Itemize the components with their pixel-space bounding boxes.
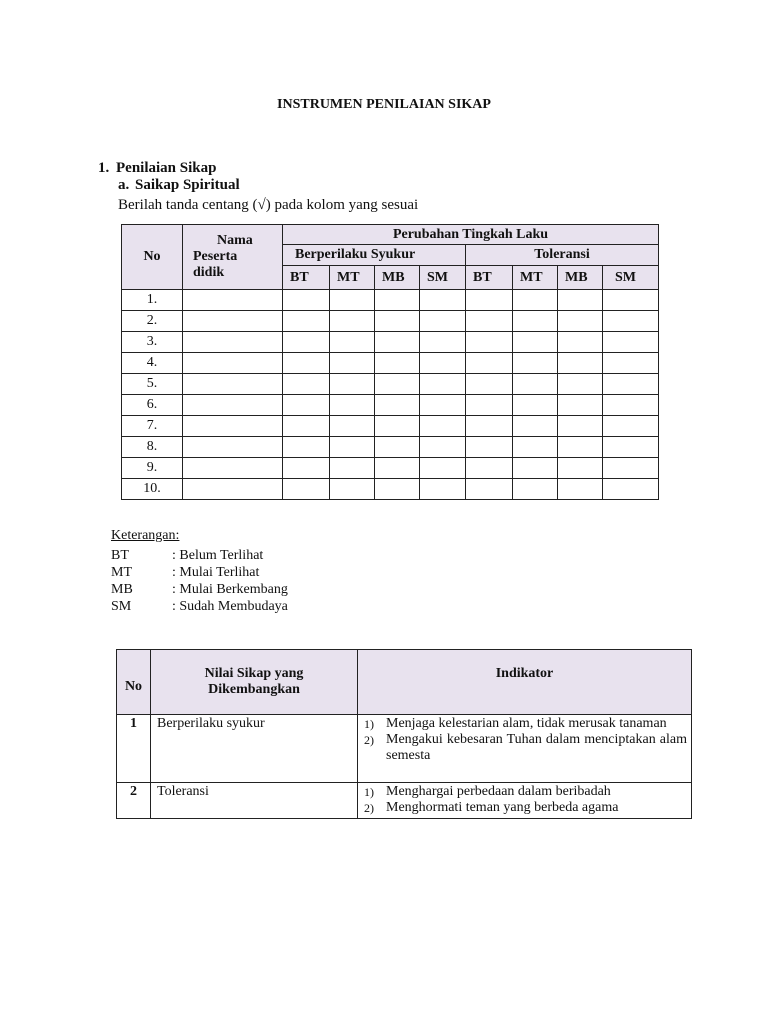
check-cell[interactable] xyxy=(330,416,375,437)
check-cell[interactable] xyxy=(375,479,420,500)
check-cell[interactable] xyxy=(375,395,420,416)
legend-item xyxy=(111,564,288,581)
check-cell[interactable] xyxy=(466,416,513,437)
check-cell[interactable] xyxy=(375,416,420,437)
indicator-text: Menghargai perbedaan dalam beribadah xyxy=(386,784,611,799)
check-cell[interactable] xyxy=(420,374,466,395)
check-cell[interactable] xyxy=(558,437,603,458)
check-cell[interactable] xyxy=(420,437,466,458)
header-row-1 xyxy=(122,225,659,245)
check-cell[interactable] xyxy=(283,290,330,311)
legend-item xyxy=(111,547,288,564)
indicator-number: 1) xyxy=(364,785,374,799)
check-cell[interactable] xyxy=(513,458,558,479)
check-cell[interactable] xyxy=(420,458,466,479)
header-no: No xyxy=(122,225,183,290)
name-cell[interactable] xyxy=(183,479,283,500)
check-cell[interactable] xyxy=(283,353,330,374)
check-cell[interactable] xyxy=(420,353,466,374)
legend-desc: : Mulai Terlihat xyxy=(172,565,260,580)
subcol-toleransi-mb: MB xyxy=(558,266,603,290)
table-row xyxy=(122,290,659,311)
check-cell[interactable] xyxy=(558,479,603,500)
name-cell[interactable] xyxy=(183,416,283,437)
check-cell[interactable] xyxy=(375,458,420,479)
instruction-text: Berilah tanda centang (√) pada kolom yang sesuai xyxy=(118,197,419,213)
check-cell[interactable] xyxy=(558,395,603,416)
table-body xyxy=(122,290,659,500)
check-cell[interactable] xyxy=(603,374,659,395)
indicator-item xyxy=(364,732,687,764)
header-group-a: Berperilaku Syukur xyxy=(283,245,466,266)
indicator-number: 2) xyxy=(364,801,374,815)
table-row xyxy=(122,437,659,458)
header-name-line1: Nama xyxy=(217,233,253,248)
check-cell[interactable] xyxy=(420,332,466,353)
legend-code: BT xyxy=(111,548,129,563)
indicator-row xyxy=(117,715,692,783)
row-number: 7. xyxy=(122,416,183,437)
legend-code: MT xyxy=(111,565,132,580)
header-indicator: Indikator xyxy=(358,650,692,715)
section-heading xyxy=(98,160,216,177)
check-cell[interactable] xyxy=(283,311,330,332)
check-cell[interactable] xyxy=(513,374,558,395)
row-number: 10. xyxy=(122,479,183,500)
check-cell[interactable] xyxy=(466,332,513,353)
header-group: Perubahan Tingkah Laku xyxy=(283,225,659,245)
check-cell[interactable] xyxy=(283,374,330,395)
check-cell[interactable] xyxy=(420,479,466,500)
indicator-text: Menjaga kelestarian alam, tidak merusak tanaman xyxy=(386,716,667,731)
check-cell[interactable] xyxy=(420,416,466,437)
indicator-number: 2) xyxy=(364,733,374,747)
check-cell[interactable] xyxy=(375,437,420,458)
check-cell[interactable] xyxy=(558,290,603,311)
section-number: 1. xyxy=(98,160,110,176)
subcol-toleransi-sm: SM xyxy=(603,266,659,290)
check-cell[interactable] xyxy=(513,416,558,437)
table-row xyxy=(122,458,659,479)
check-cell[interactable] xyxy=(466,479,513,500)
indicator-text: Menghormati teman yang berbeda agama xyxy=(386,800,619,815)
legend-desc: : Mulai Berkembang xyxy=(172,582,288,597)
row-number: 3. xyxy=(122,332,183,353)
check-cell[interactable] xyxy=(603,353,659,374)
check-cell[interactable] xyxy=(283,395,330,416)
subsection-letter: a. xyxy=(118,177,130,193)
check-cell[interactable] xyxy=(603,311,659,332)
subcol-syukur-sm: SM xyxy=(420,266,466,290)
check-cell[interactable] xyxy=(603,290,659,311)
header-value-line2: Dikembangkan xyxy=(208,682,300,697)
check-cell[interactable] xyxy=(420,311,466,332)
check-cell[interactable] xyxy=(375,353,420,374)
check-cell[interactable] xyxy=(603,416,659,437)
indicator-row-number: 1 xyxy=(117,715,151,783)
legend-list xyxy=(111,547,288,615)
check-cell[interactable] xyxy=(558,311,603,332)
table-row xyxy=(122,416,659,437)
table-row xyxy=(122,374,659,395)
header-name-line2: Peserta xyxy=(193,249,238,264)
header-group-b: Toleransi xyxy=(466,245,659,266)
check-cell[interactable] xyxy=(330,437,375,458)
check-cell[interactable] xyxy=(375,374,420,395)
row-number: 9. xyxy=(122,458,183,479)
value-cell: Toleransi xyxy=(151,783,358,819)
header-name-line3: didik xyxy=(193,265,225,280)
check-cell[interactable] xyxy=(283,332,330,353)
subsection-title: Saikap Spiritual xyxy=(135,177,240,193)
check-cell[interactable] xyxy=(513,332,558,353)
check-cell[interactable] xyxy=(603,332,659,353)
row-number: 4. xyxy=(122,353,183,374)
check-cell[interactable] xyxy=(603,437,659,458)
indicator-body xyxy=(117,715,692,819)
check-cell[interactable] xyxy=(558,458,603,479)
check-cell[interactable] xyxy=(283,479,330,500)
subcol-toleransi-mt: MT xyxy=(513,266,558,290)
subcol-toleransi-bt: BT xyxy=(466,266,513,290)
check-cell[interactable] xyxy=(513,290,558,311)
check-cell[interactable] xyxy=(330,290,375,311)
check-cell[interactable] xyxy=(375,290,420,311)
section-title: Penilaian Sikap xyxy=(116,160,217,176)
indicator-item xyxy=(364,800,687,816)
legend-desc: : Belum Terlihat xyxy=(172,548,264,563)
document-title: INSTRUMEN PENILAIAN SIKAP xyxy=(277,97,491,112)
indicator-table xyxy=(116,649,692,819)
check-cell[interactable] xyxy=(330,353,375,374)
table-row xyxy=(122,479,659,500)
subcol-syukur-mb: MB xyxy=(375,266,420,290)
indicator-header-row xyxy=(117,650,692,715)
table-row xyxy=(122,332,659,353)
check-cell[interactable] xyxy=(513,437,558,458)
check-cell[interactable] xyxy=(375,311,420,332)
check-cell[interactable] xyxy=(513,395,558,416)
check-cell[interactable] xyxy=(466,290,513,311)
indicator-text: Mengakui kebesaran Tuhan dalam menciptakan alam semesta xyxy=(386,732,687,763)
indicator-number: 1) xyxy=(364,717,374,731)
assessment-table xyxy=(121,224,659,500)
table-row xyxy=(122,353,659,374)
header-value-line1: Nilai Sikap yang xyxy=(204,666,304,681)
check-cell[interactable] xyxy=(330,374,375,395)
check-cell[interactable] xyxy=(330,458,375,479)
check-cell[interactable] xyxy=(603,458,659,479)
name-cell[interactable] xyxy=(183,353,283,374)
check-cell[interactable] xyxy=(420,290,466,311)
name-cell[interactable] xyxy=(183,332,283,353)
check-cell[interactable] xyxy=(420,395,466,416)
legend-item xyxy=(111,598,288,615)
check-cell[interactable] xyxy=(466,458,513,479)
check-cell[interactable] xyxy=(330,332,375,353)
check-cell[interactable] xyxy=(466,395,513,416)
indicator-item xyxy=(364,716,687,732)
subcol-syukur-bt: BT xyxy=(283,266,330,290)
check-cell[interactable] xyxy=(375,332,420,353)
check-cell[interactable] xyxy=(330,395,375,416)
check-cell[interactable] xyxy=(283,437,330,458)
check-cell[interactable] xyxy=(283,416,330,437)
legend-label: Keterangan: xyxy=(111,528,180,543)
table-row xyxy=(122,311,659,332)
check-cell[interactable] xyxy=(466,374,513,395)
check-cell[interactable] xyxy=(330,311,375,332)
legend-desc: : Sudah Membudaya xyxy=(172,599,288,614)
indicator-row-number: 2 xyxy=(117,783,151,819)
name-cell[interactable] xyxy=(183,374,283,395)
subcol-syukur-mt: MT xyxy=(330,266,375,290)
row-number: 6. xyxy=(122,395,183,416)
header-value xyxy=(151,650,358,715)
check-cell[interactable] xyxy=(283,458,330,479)
check-cell[interactable] xyxy=(558,332,603,353)
check-cell[interactable] xyxy=(466,353,513,374)
check-cell[interactable] xyxy=(513,353,558,374)
name-cell[interactable] xyxy=(183,311,283,332)
row-number: 5. xyxy=(122,374,183,395)
check-cell[interactable] xyxy=(603,479,659,500)
check-cell[interactable] xyxy=(603,395,659,416)
legend-code: SM xyxy=(111,599,132,614)
check-cell[interactable] xyxy=(466,437,513,458)
name-cell[interactable] xyxy=(183,395,283,416)
check-cell[interactable] xyxy=(558,374,603,395)
check-cell[interactable] xyxy=(558,416,603,437)
name-cell[interactable] xyxy=(183,458,283,479)
check-cell[interactable] xyxy=(558,353,603,374)
row-number: 8. xyxy=(122,437,183,458)
header-no: No xyxy=(117,650,151,715)
value-cell: Berperilaku syukur xyxy=(151,715,358,783)
name-cell[interactable] xyxy=(183,437,283,458)
check-cell[interactable] xyxy=(513,479,558,500)
indicator-row xyxy=(117,783,692,819)
row-number: 2. xyxy=(122,311,183,332)
legend-item xyxy=(111,581,288,598)
table-row xyxy=(122,395,659,416)
header-name xyxy=(183,225,283,290)
check-cell[interactable] xyxy=(330,479,375,500)
legend-code: MB xyxy=(111,582,133,597)
indicator-cell xyxy=(358,715,692,783)
subsection-heading xyxy=(118,177,240,194)
check-cell[interactable] xyxy=(513,311,558,332)
name-cell[interactable] xyxy=(183,290,283,311)
indicator-item xyxy=(364,784,687,800)
indicator-cell xyxy=(358,783,692,819)
row-number: 1. xyxy=(122,290,183,311)
check-cell[interactable] xyxy=(466,311,513,332)
